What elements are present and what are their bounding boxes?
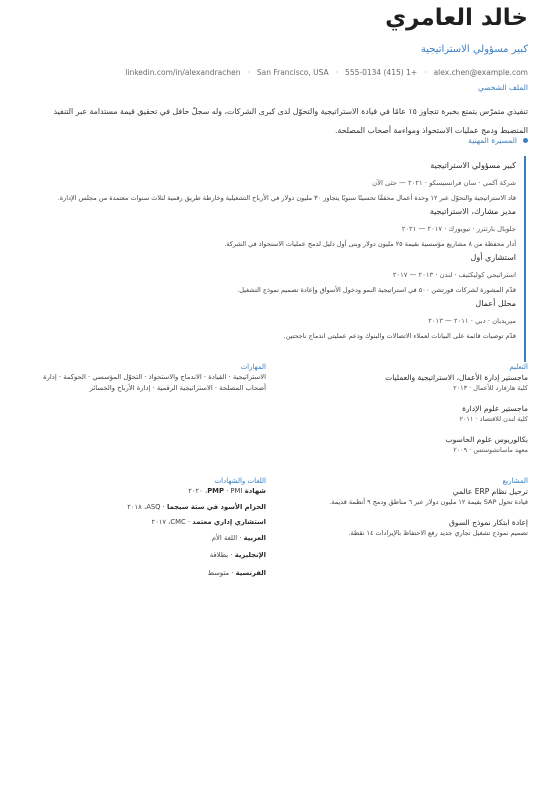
education-school: كلية لندن للاقتصاد · ٢٠١١ [459, 415, 528, 423]
language-entry [32, 550, 266, 561]
job-role: مدير مشارك، الاستراتيجية [429, 207, 516, 216]
language-entry [32, 533, 266, 544]
language-level: · بطلاقة [209, 551, 233, 559]
language-level: · اللغة الأم [211, 533, 242, 542]
projects-heading: المشاريع [502, 477, 528, 485]
education-degree: ماجستير علوم الإدارة [462, 404, 528, 413]
job-entry [42, 204, 528, 250]
contact-row [125, 68, 528, 77]
project-title: ترحيل نظام ERP عالمي [452, 487, 528, 496]
education-school: معهد ماساتشوستس · ٢٠٠٩ [453, 446, 528, 454]
cert-entry [32, 486, 266, 497]
job-role: استشاري أول [470, 253, 516, 262]
project-title: إعادة ابتكار نموذج السوق [449, 518, 528, 527]
education-heading: التعليم [509, 363, 528, 371]
job-entry [42, 250, 528, 296]
job-entry [42, 296, 528, 342]
education-entry [288, 434, 528, 455]
profile-text: تنفيذي متمرّس يتمتع بخبرة تتجاوز ١٥ عامًا في قيادة الاستراتيجية والتحوّل لدى كبرى الشركات، وله سجلّ حافل في تحقيق قيمة مستدامة عبر التنفيذ المنضبط ودمج عمليات الاستحواذ ومواءمة أصحاب المصلحة. [53, 107, 528, 135]
job-entry [42, 158, 528, 204]
language-name: الإنجليزية [234, 551, 266, 559]
skills-heading: المهارات [240, 363, 266, 371]
education-section [288, 362, 528, 455]
education-degree: بكالوريوس علوم الحاسوب [445, 435, 528, 444]
bullet-dot-icon [523, 138, 528, 143]
cert-name: شهادة PMP [207, 487, 266, 495]
cert-detail: · PMI، ٢٠٢٠ [188, 487, 243, 495]
job-bullet: قدّم المشورة لشركات فورتشن ٥٠٠ في استراتيجية النمو ودخول الأسواق وإعادة تصميم نموذج التشغيل. [237, 286, 516, 294]
language-entry [32, 568, 266, 579]
contact-separator: · [247, 68, 250, 77]
job-meta: استراتيجي كوليكتيف · لندن · ٢٠١٣ — ٢٠١٧ [392, 271, 516, 279]
job-bullet: قدّم توصيات قائمة على البيانات لعملاء الاتصالات والبنوك ودعم عمليتي اندماج ناجحتين. [283, 332, 516, 340]
cert-detail: · CMC، ٢٠١٧ [151, 518, 191, 526]
cert-name: استشاري إداري معتمد [192, 518, 266, 526]
job-bullet: قاد الاستراتيجية والتحوّل عبر ١٢ وحدة أعمال محققًا تحسينًا سنويًا يتجاوز ٣٠ مليون دولار في الأرباح التشغيلية وخارطة طريق رقمية لثلاث سنوات معتمدة من مجلس الإدارة. [57, 194, 516, 202]
candidate-name: خالد العامري [385, 5, 528, 31]
education-school: كلية هارفارد للأعمال · ٢٠١٣ [453, 384, 528, 392]
language-name: العربية [243, 533, 266, 542]
language-level: · متوسط [207, 568, 234, 577]
contact-location: San Francisco, USA [256, 68, 329, 77]
experience-heading: المسيرة المهنية [468, 136, 517, 145]
cert-detail: · ASQ، ٢٠١٨ [127, 502, 165, 511]
languages-certs-heading: اللغات والشهادات [214, 477, 266, 485]
job-meta: شركة آكمي · سان فرانسيسكو · ٢٠٢١ — حتى الآن [372, 179, 516, 187]
cert-entry [32, 502, 266, 513]
education-degree: ماجستير إدارة الأعمال، الاستراتيجية والعمليات [385, 373, 528, 382]
project-desc: قيادة تحول SAP بقيمة ١٢ مليون دولار عبر ٦ مناطق ودمج ٩ أنظمة قديمة. [329, 498, 528, 506]
contact-separator: · [335, 68, 339, 77]
project-entry [288, 486, 528, 507]
languages-certs-section [32, 476, 266, 585]
experience-heading-row [468, 136, 528, 145]
project-desc: تصميم نموذج تشغيل تجاري جديد رفع الاحتفاظ بالإيرادات ١٤ نقطة. [348, 529, 528, 537]
contact-phone[interactable]: +1 (415) 555-0134 [345, 68, 418, 77]
cert-name: الحزام الأسود في ستة سيجما [167, 502, 266, 511]
experience-list [42, 158, 528, 342]
project-entry [288, 517, 528, 538]
projects-section [288, 476, 528, 538]
contact-linkedin[interactable]: linkedin.com/in/alexandrachen [125, 68, 241, 77]
candidate-title: كبير مسؤولي الاستراتيجية [420, 44, 528, 55]
skills-list: الاستراتيجية · القيادة · الاندماج والاستحواذ · التحوّل المؤسسي · الحوكمة · إدارة أصحاب المصلحة · الاستراتيجية الرقمية · إدارة الأرباح والخسائر [43, 373, 266, 392]
job-bullet: أدار محفظة من ٨ مشاريع مؤسسية بقيمة ٢٥ مليون دولار وبنى أول دليل لدمج عمليات الاستحواذ في الشركة. [224, 240, 516, 248]
skills-section [32, 362, 266, 393]
contact-separator: · [424, 68, 427, 77]
job-role: محلل أعمال [475, 299, 516, 308]
cert-entry [32, 517, 266, 528]
job-meta: ميريديان · دبي · ٢٠١١ — ٢٠١٣ [428, 317, 516, 325]
contact-email[interactable]: alex.chen@example.com [433, 68, 528, 77]
job-role: كبير مسؤولي الاستراتيجية [430, 161, 516, 170]
job-meta: جلوبال بارتنرز · نيويورك · ٢٠١٧ — ٢٠٢١ [401, 225, 516, 233]
education-entry [288, 403, 528, 424]
profile-heading: الملف الشخصي [478, 83, 528, 92]
education-entry [288, 372, 528, 393]
language-name: الفرنسية [235, 568, 266, 577]
